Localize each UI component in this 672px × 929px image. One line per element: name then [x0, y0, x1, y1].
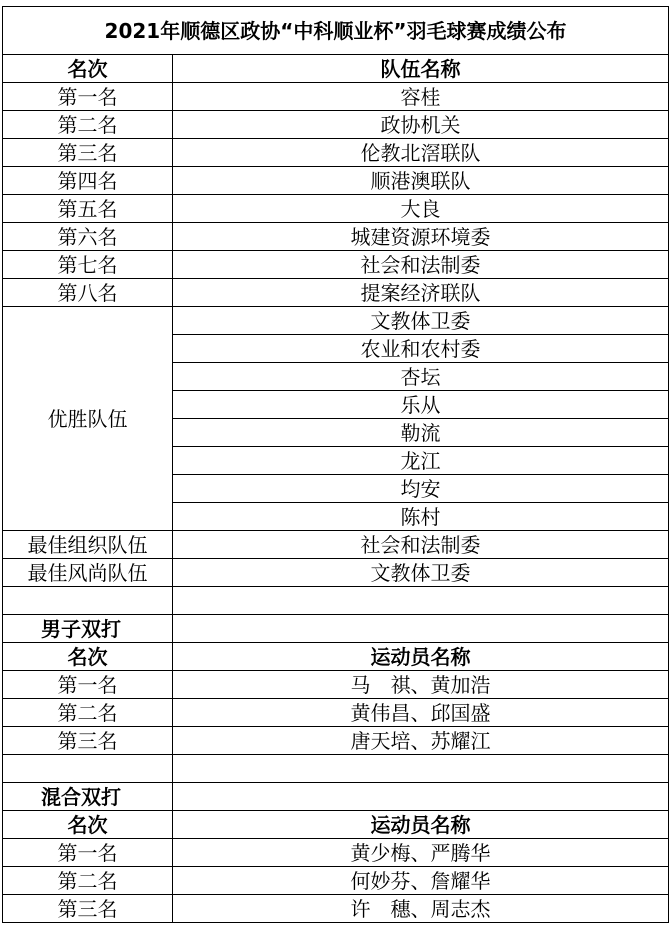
team-column-header: 队伍名称 [173, 55, 669, 83]
rank-column-header: 名次 [3, 643, 173, 671]
table-row [3, 195, 669, 223]
team-cell: 顺港澳联队 [173, 167, 669, 195]
spacer-row [3, 587, 669, 615]
players-cell: 唐天培、苏耀江 [173, 727, 669, 755]
team-cell: 农业和农村委 [173, 335, 669, 363]
team-cell: 城建资源环境委 [173, 223, 669, 251]
team-cell: 勒流 [173, 419, 669, 447]
team-cell: 伦教北滘联队 [173, 139, 669, 167]
team-cell: 大良 [173, 195, 669, 223]
rank-cell: 第一名 [3, 83, 173, 111]
page-title: 2021年顺德区政协“中科顺业杯”羽毛球赛成绩公布 [3, 7, 669, 55]
table-row [3, 531, 669, 559]
players-cell: 黄伟昌、邱国盛 [173, 699, 669, 727]
rank-column-header: 名次 [3, 811, 173, 839]
players-cell: 许 穗、周志杰 [173, 895, 669, 923]
empty-cell [173, 615, 669, 643]
table-row [3, 671, 669, 699]
section-title-row [3, 783, 669, 811]
team-cell: 乐从 [173, 391, 669, 419]
table-row [3, 307, 669, 335]
table-row [3, 111, 669, 139]
table-row [3, 279, 669, 307]
mens-doubles-header-row [3, 643, 669, 671]
team-cell: 政协机关 [173, 111, 669, 139]
rank-cell: 第三名 [3, 727, 173, 755]
table-row [3, 839, 669, 867]
team-cell: 社会和法制委 [173, 251, 669, 279]
award-label: 最佳风尚队伍 [3, 559, 173, 587]
mixed-doubles-header-row [3, 811, 669, 839]
players-cell: 何妙芬、詹耀华 [173, 867, 669, 895]
players-cell: 黄少梅、严腾华 [173, 839, 669, 867]
rank-cell: 第五名 [3, 195, 173, 223]
team-header-row [3, 55, 669, 83]
table-row [3, 251, 669, 279]
team-cell: 杏坛 [173, 363, 669, 391]
mens-doubles-title: 男子双打 [3, 615, 173, 643]
section-title-row [3, 615, 669, 643]
title-row [3, 7, 669, 55]
table-row [3, 727, 669, 755]
table-row [3, 699, 669, 727]
rank-cell: 第八名 [3, 279, 173, 307]
rank-cell: 第六名 [3, 223, 173, 251]
empty-cell [3, 587, 173, 615]
team-cell: 均安 [173, 475, 669, 503]
award-label: 最佳组织队伍 [3, 531, 173, 559]
empty-cell [3, 755, 173, 783]
table-row [3, 223, 669, 251]
empty-cell [173, 783, 669, 811]
table-row [3, 139, 669, 167]
empty-cell [173, 755, 669, 783]
team-cell: 龙江 [173, 447, 669, 475]
team-cell: 文教体卫委 [173, 307, 669, 335]
table-row [3, 167, 669, 195]
players-cell: 马 祺、黄加浩 [173, 671, 669, 699]
table-row [3, 895, 669, 923]
table-row [3, 83, 669, 111]
empty-cell [173, 587, 669, 615]
rank-column-header: 名次 [3, 55, 173, 83]
team-cell: 容桂 [173, 83, 669, 111]
results-table [2, 6, 669, 923]
rank-cell: 第二名 [3, 111, 173, 139]
team-cell: 社会和法制委 [173, 531, 669, 559]
players-column-header: 运动员名称 [173, 643, 669, 671]
mixed-doubles-title: 混合双打 [3, 783, 173, 811]
rank-cell: 第三名 [3, 139, 173, 167]
spacer-row [3, 755, 669, 783]
table-row [3, 867, 669, 895]
team-cell: 提案经济联队 [173, 279, 669, 307]
rank-cell: 第二名 [3, 699, 173, 727]
rank-cell: 第二名 [3, 867, 173, 895]
players-column-header: 运动员名称 [173, 811, 669, 839]
team-cell: 文教体卫委 [173, 559, 669, 587]
rank-cell: 第三名 [3, 895, 173, 923]
rank-cell: 第一名 [3, 839, 173, 867]
rank-cell: 第四名 [3, 167, 173, 195]
table-row [3, 559, 669, 587]
rank-cell: 第一名 [3, 671, 173, 699]
rank-cell: 第七名 [3, 251, 173, 279]
team-cell: 陈村 [173, 503, 669, 531]
excellent-teams-label: 优胜队伍 [3, 307, 173, 531]
